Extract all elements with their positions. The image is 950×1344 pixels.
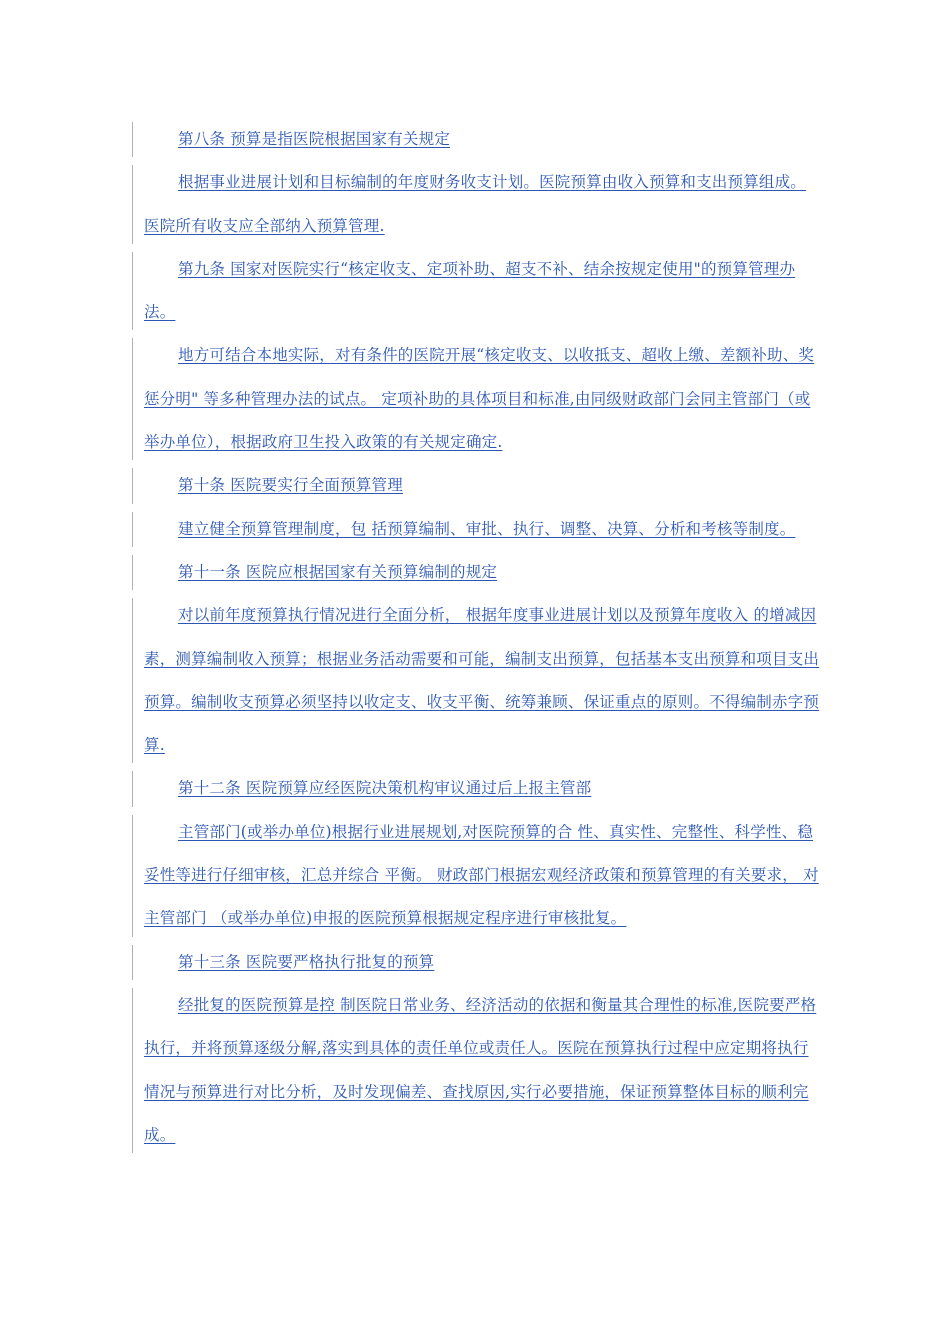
article-11-body xyxy=(130,594,820,767)
article-11-heading xyxy=(130,551,820,594)
paragraph: 根据事业进展计划和目标编制的年度财务收支计划。医院预算由收入预算和支出预算组成。医院所有收支应全部纳入预算管理. xyxy=(144,173,807,235)
article-9-body xyxy=(130,334,820,464)
paragraph: 主管部门(或举办单位)根据行业进展规划,对医院预算的合 性、真实性、完整性、科学性、稳妥性等进行仔细审核，汇总并综合 平衡。 财政部门根据宏观经济政策和预算管理的有关要求， 对主管部门 （或举办单位)申报的医院预算根据规定程序进行审核批复。 xyxy=(144,822,819,928)
article-12-body xyxy=(130,811,820,941)
paragraph: 第十一条 医院应根据国家有关预算编制的规定 xyxy=(178,562,498,581)
article-9-heading xyxy=(130,248,820,335)
article-10-heading xyxy=(130,464,820,507)
article-10-body xyxy=(130,508,820,551)
article-13-heading xyxy=(130,941,820,984)
article-8-body xyxy=(130,161,820,248)
paragraph: 经批复的医院预算是控 制医院日常业务、经济活动的依据和衡量其合理性的标准,医院要严格执行，并将预算逐级分解,落实到具体的责任单位或责任人。医院在预算执行过程中应定期将执行情况与预算进行对比分析，及时发现偏差、查找原因,实行必要措施，保证预算整体目标的顺利完成。 xyxy=(144,995,817,1144)
paragraph: 第十条 医院要实行全面预算管理 xyxy=(178,476,403,495)
paragraph: 第九条 国家对医院实行“核定收支、定项补助、超支不补、结余按规定使用"的预算管理办法。 xyxy=(144,259,796,322)
paragraph: 第十二条 医院预算应经医院决策机构审议通过后上报主管部 xyxy=(178,779,592,798)
paragraph: 第十三条 医院要严格执行批复的预算 xyxy=(178,952,435,971)
paragraph: 第八条 预算是指医院根据国家有关规定 xyxy=(178,130,451,148)
paragraph: 对以前年度预算执行情况进行全面分析， 根据年度事业进展计划以及预算年度收入 的增减因素，测算编制收入预算；根据业务活动需要和可能，编制支出预算，包括基本支出预算和项目支出预算。编制收支预算必须坚持以收定支、收支平衡、统筹兼顾、保证重点的原则。不得编制赤字预 算. xyxy=(144,606,820,755)
article-8-heading xyxy=(130,118,820,161)
document-body xyxy=(130,118,820,1157)
paragraph: 地方可结合本地实际，对有条件的医院开展“核定收支、以收抵支、超收上缴、差额补助、奖惩分明" 等多种管理办法的试点。 定项补助的具体项目和标准,由同级财政部门会同主管部门（或 举办单位），根据政府卫生投入政策的有关规定确定. xyxy=(144,346,815,452)
article-13-body xyxy=(130,984,820,1157)
article-12-heading xyxy=(130,767,820,810)
paragraph: 建立健全预算管理制度，包 括预算编制、审批、执行、调整、决算、分析和考核等制度。 xyxy=(178,519,796,538)
